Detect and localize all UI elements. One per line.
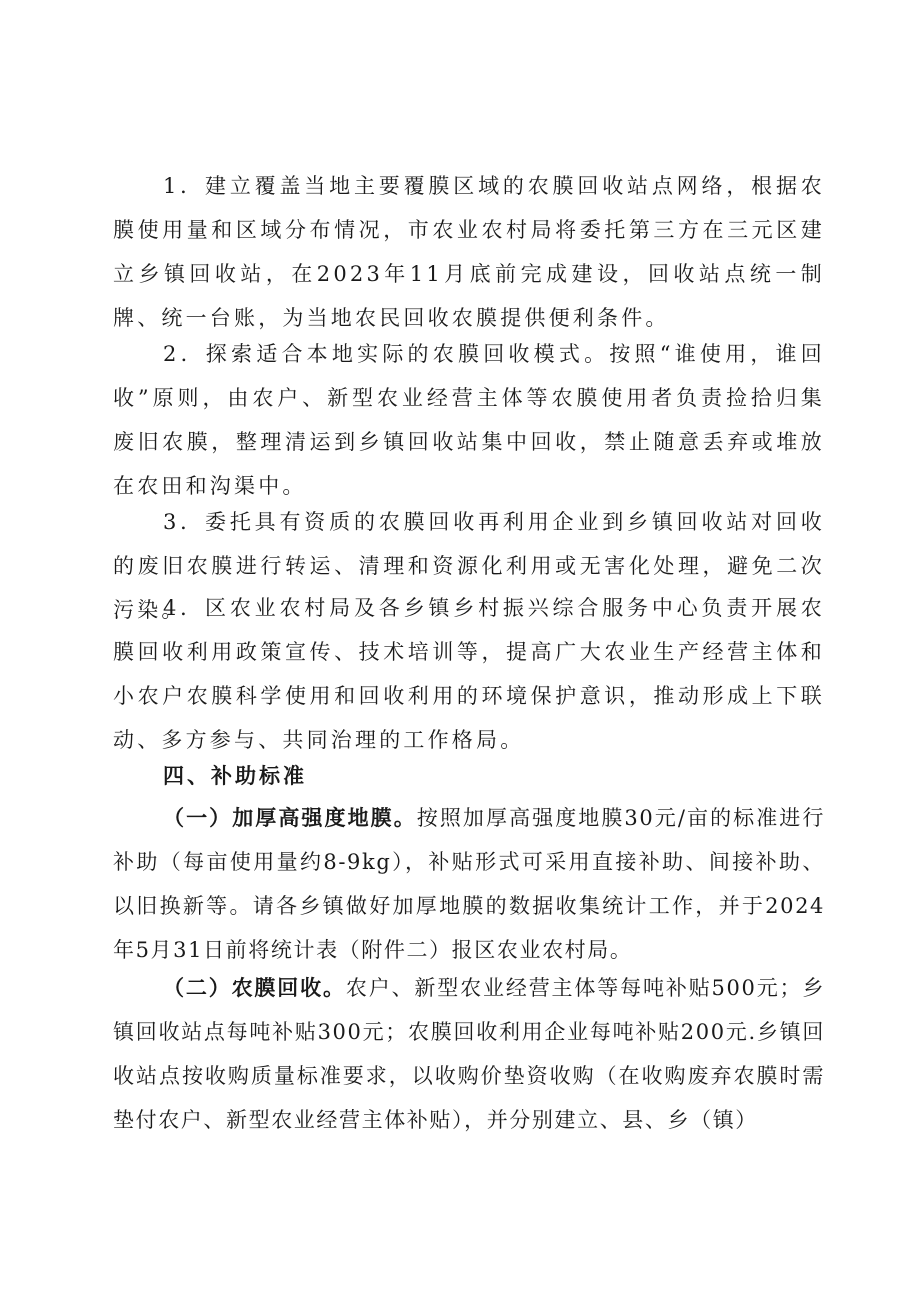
subsection-2-paragraph: [113, 966, 825, 1142]
subsection-2-lead: （二）农膜回收。: [163, 975, 346, 1000]
paragraph-item-1: 1．建立覆盖当地主要覆膜区域的农膜回收站点网络，根据农膜使用量和区域分布情况，市农业农村局将委托第三方在三元区建立乡镇回收站，在2023年11月底前完成建设，回收站点统一制牌、统一台账，为当地农民回收农膜提供便利条件。: [113, 174, 825, 330]
subsection-1-paragraph: [113, 796, 825, 972]
paragraph-item-2: 2．探索适合本地实际的农膜回收模式。按照“谁使用，谁回收”原则，由农户、新型农业经营主体等农膜使用者负责捡拾归集废旧农膜，整理清运到乡镇回收站集中回收，禁止随意丢弃或堆放在农田和沟渠中。: [113, 342, 825, 498]
paragraph-item-3: 3．委托具有资质的农膜回收再利用企业到乡镇回收站对回收的废旧农膜进行转运、清理和资源化利用或无害化处理，避免二次污染。: [113, 510, 825, 622]
section-heading: 四、补助标准: [163, 763, 307, 788]
paragraph-item-4: 4．区农业农村局及各乡镇乡村振兴综合服务中心负责开展农膜回收利用政策宣传、技术培训等，提高广大农业生产经营主体和小农户农膜科学使用和回收利用的环境保护意识，推动形成上下联动、多方参与、共同治理的工作格局。: [113, 596, 825, 752]
subsection-1-lead: （一）加厚高强度地膜。: [163, 805, 417, 830]
subsection-1-text: 按照加厚高强度地膜30元/亩的标准进行补助（每亩使用量约8-9kg），补贴形式可采用直接补助、间接补助、以旧换新等。请各乡镇做好加厚地膜的数据收集统计工作，并于2024年5月31日前将统计表（附件二）报区农业农村局。: [113, 806, 825, 962]
subsection-2-text: 农户、新型农业经营主体等每吨补贴500元；乡镇回收站点每吨补贴300元；农膜回收利用企业每吨补贴200元.乡镇回收站点按收购质量标准要求，以收购价垫资收购（在收购废弃农膜时需垫付农户、新型农业经营主体补贴），并分别建立、县、乡（镇）: [113, 976, 825, 1132]
